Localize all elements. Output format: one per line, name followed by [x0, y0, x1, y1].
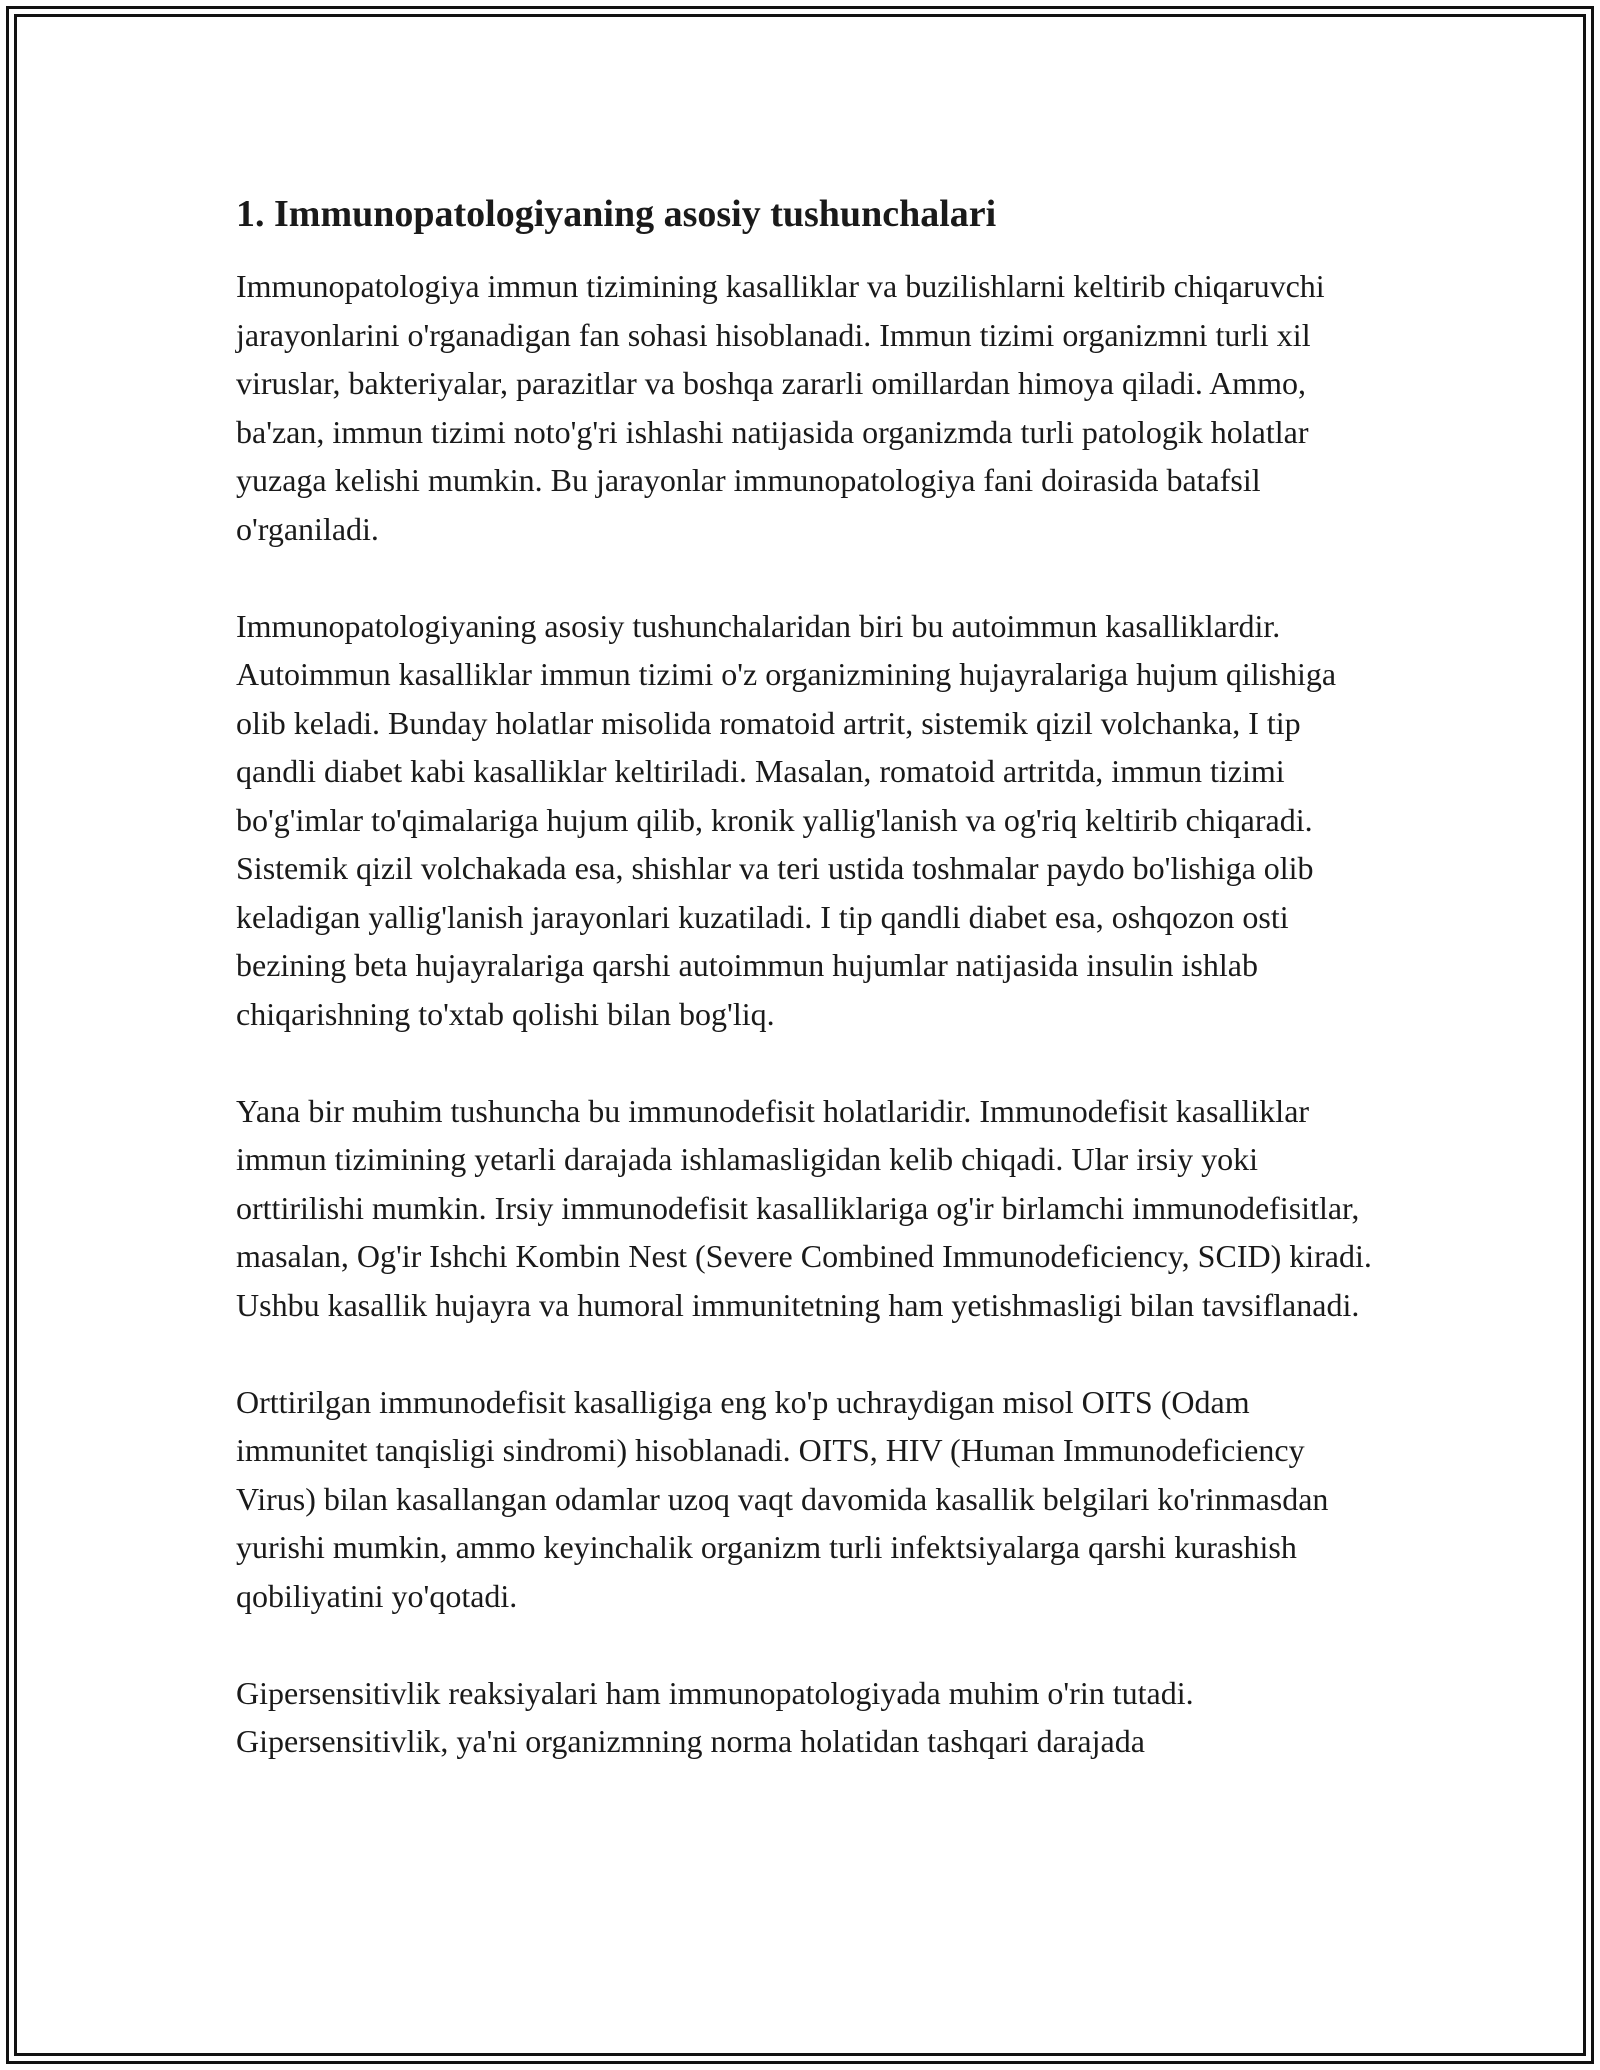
document-body — [236, 188, 1376, 1766]
paragraph-immunodeficiency: Yana bir muhim tushuncha bu immunodefisit holatlaridir. Immunodefisit kasalliklar immun tizimining yetarli darajada ishlamasligidan kelib chiqadi. Ular irsiy yoki orttirilishi mumkin. Irsiy immunodefisit kasalliklariga og'ir birlamchi immunodefisitlar, masalan, Og'ir Ishchi Kombin Nest (Severe Combined Immunodeficiency, SCID) kiradi. Ushbu kasallik hujayra va humoral immunitetning ham yetishmasligi bilan tavsiflanadi. — [236, 1092, 1372, 1323]
section-heading: 1. Immunopatologiyaning asosiy tushunchalari — [236, 193, 997, 235]
paragraph-hypersensitivity: Gipersensitivlik reaksiyalari ham immunopatologiyada muhim o'rin tutadi. Gipersensitivlik, ya'ni organizmning norma holatidan tashqari darajada — [236, 1674, 1194, 1759]
paragraph-intro: Immunopatologiya immun tizimining kasalliklar va buzilishlarni keltirib chiqaruvchi jarayonlarini o'rganadigan fan sohasi hisoblanadi. Immun tizimi organizmni turli xil viruslar, bakteriyalar, parazitlar va boshqa zararli omillardan himoya qiladi. Ammo, ba'zan, immun tizimi noto'g'ri ishlashi natijasida organizmda turli patologik holatlar yuzaga kelishi mumkin. Bu jarayonlar immunopatologiya fani doirasida batafsil o'rganiladi. — [236, 268, 1325, 547]
paragraph-acquired-immunodeficiency: Orttirilgan immunodefisit kasalligiga eng ko'p uchraydigan misol OITS (Odam immunitet tanqisligi sindromi) hisoblanadi. OITS, HIV (Human Immunodeficiency Virus) bilan kasallangan odamlar uzoq vaqt davomida kasallik belgilari ko'rinmasdan yurishi mumkin, ammo keyinchalik organizm turli infektsiyalarga qarshi kurashish qobiliyatini yo'qotadi. — [236, 1383, 1329, 1614]
paragraph-autoimmune: Immunopatologiyaning asosiy tushunchalaridan biri bu autoimmun kasalliklardir. Autoimmun kasalliklar immun tizimi o'z organizmining hujayralariga hujum qilishiga olib keladi. Bunday holatlar misolida romatoid artrit, sistemik qizil volchanka, I tip qandli diabet kabi kasalliklar keltiriladi. Masalan, romatoid artritda, immun tizimi bo'g'imlar to'qimalariga hujum qilib, kronik yallig'lanish va og'riq keltirib chiqaradi. Sistemik qizil volchakada esa, shishlar va teri ustida toshmalar paydo bo'lishiga olib keladigan yallig'lanish jarayonlari kuzatiladi. I tip qandli diabet esa, oshqozon osti bezining beta hujayralariga qarshi autoimmun hujumlar natijasida insulin ishlab chiqarishning to'xtab qolishi bilan bog'liq. — [236, 607, 1337, 1032]
